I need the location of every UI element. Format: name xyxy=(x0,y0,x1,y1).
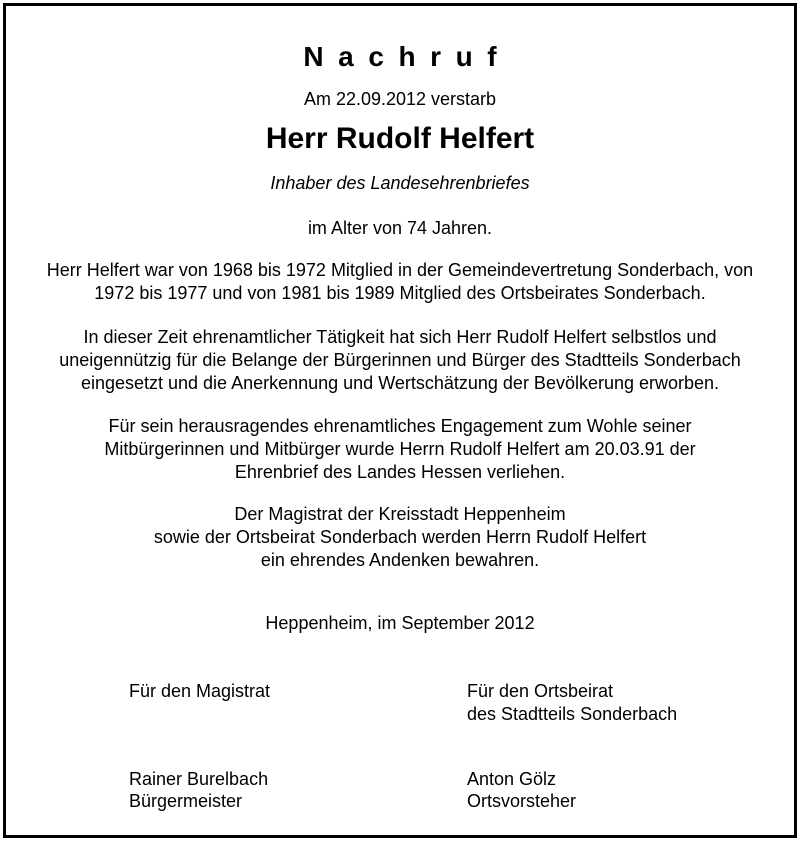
honor-line: Inhaber des Landesehrenbriefes xyxy=(270,173,530,193)
paragraph-line: ein ehrendes Andenken bewahren. xyxy=(260,550,540,570)
age-line: im Alter von 74 Jahren. xyxy=(307,218,493,238)
signature-right-name: Anton Gölz xyxy=(467,769,557,789)
signature-left-name: Rainer Burelbach xyxy=(129,769,269,789)
paragraph-remembrance xyxy=(0,503,800,572)
signature-left-role: Bürgermeister xyxy=(129,791,243,811)
death-date-line: Am 22.09.2012 verstarb xyxy=(303,89,497,109)
paragraph-line: Ehrenbrief des Landes Hessen verliehen. xyxy=(234,462,566,482)
signature-right-on-behalf: Für den Ortsbeirat xyxy=(467,681,614,701)
paragraph-line: Der Magistrat der Kreisstadt Heppenheim xyxy=(234,504,566,524)
signature-right-role: Ortsvorsteher xyxy=(467,791,577,811)
notice-title: Nachruf xyxy=(303,41,512,72)
paragraph-line: uneigennützig für die Belange der Bürgerinnen und Bürger des Stadtteils Sonderbach xyxy=(59,350,741,370)
paragraph-volunteer xyxy=(0,326,800,395)
paragraph-service xyxy=(0,259,800,305)
paragraph-line: eingesetzt und die Anerkennung und Wertschätzung der Bevölkerung erworben. xyxy=(80,373,720,393)
signature-left-on-behalf: Für den Magistrat xyxy=(129,681,271,701)
paragraph-line: Für sein herausragendes ehrenamtliches Engagement zum Wohle seiner xyxy=(108,416,692,436)
place-date-line: Heppenheim, im September 2012 xyxy=(265,613,535,633)
paragraph-line: In dieser Zeit ehrenamtlicher Tätigkeit hat sich Herr Rudolf Helfert selbstlos und xyxy=(83,327,717,347)
paragraph-line: sowie der Ortsbeirat Sonderbach werden Herrn Rudolf Helfert xyxy=(153,527,647,547)
paragraph-line: 1972 bis 1977 und von 1981 bis 1989 Mitglied des Ortsbeirates Sonderbach. xyxy=(94,283,706,303)
signature-right-on-behalf-district: des Stadtteils Sonderbach xyxy=(467,704,678,724)
deceased-name: Herr Rudolf Helfert xyxy=(265,122,535,155)
paragraph-award xyxy=(0,415,800,484)
paragraph-line: Herr Helfert war von 1968 bis 1972 Mitglied in der Gemeindevertretung Sonderbach, von xyxy=(46,260,754,280)
paragraph-line: Mitbürgerinnen und Mitbürger wurde Herrn Rudolf Helfert am 20.03.91 der xyxy=(104,439,696,459)
